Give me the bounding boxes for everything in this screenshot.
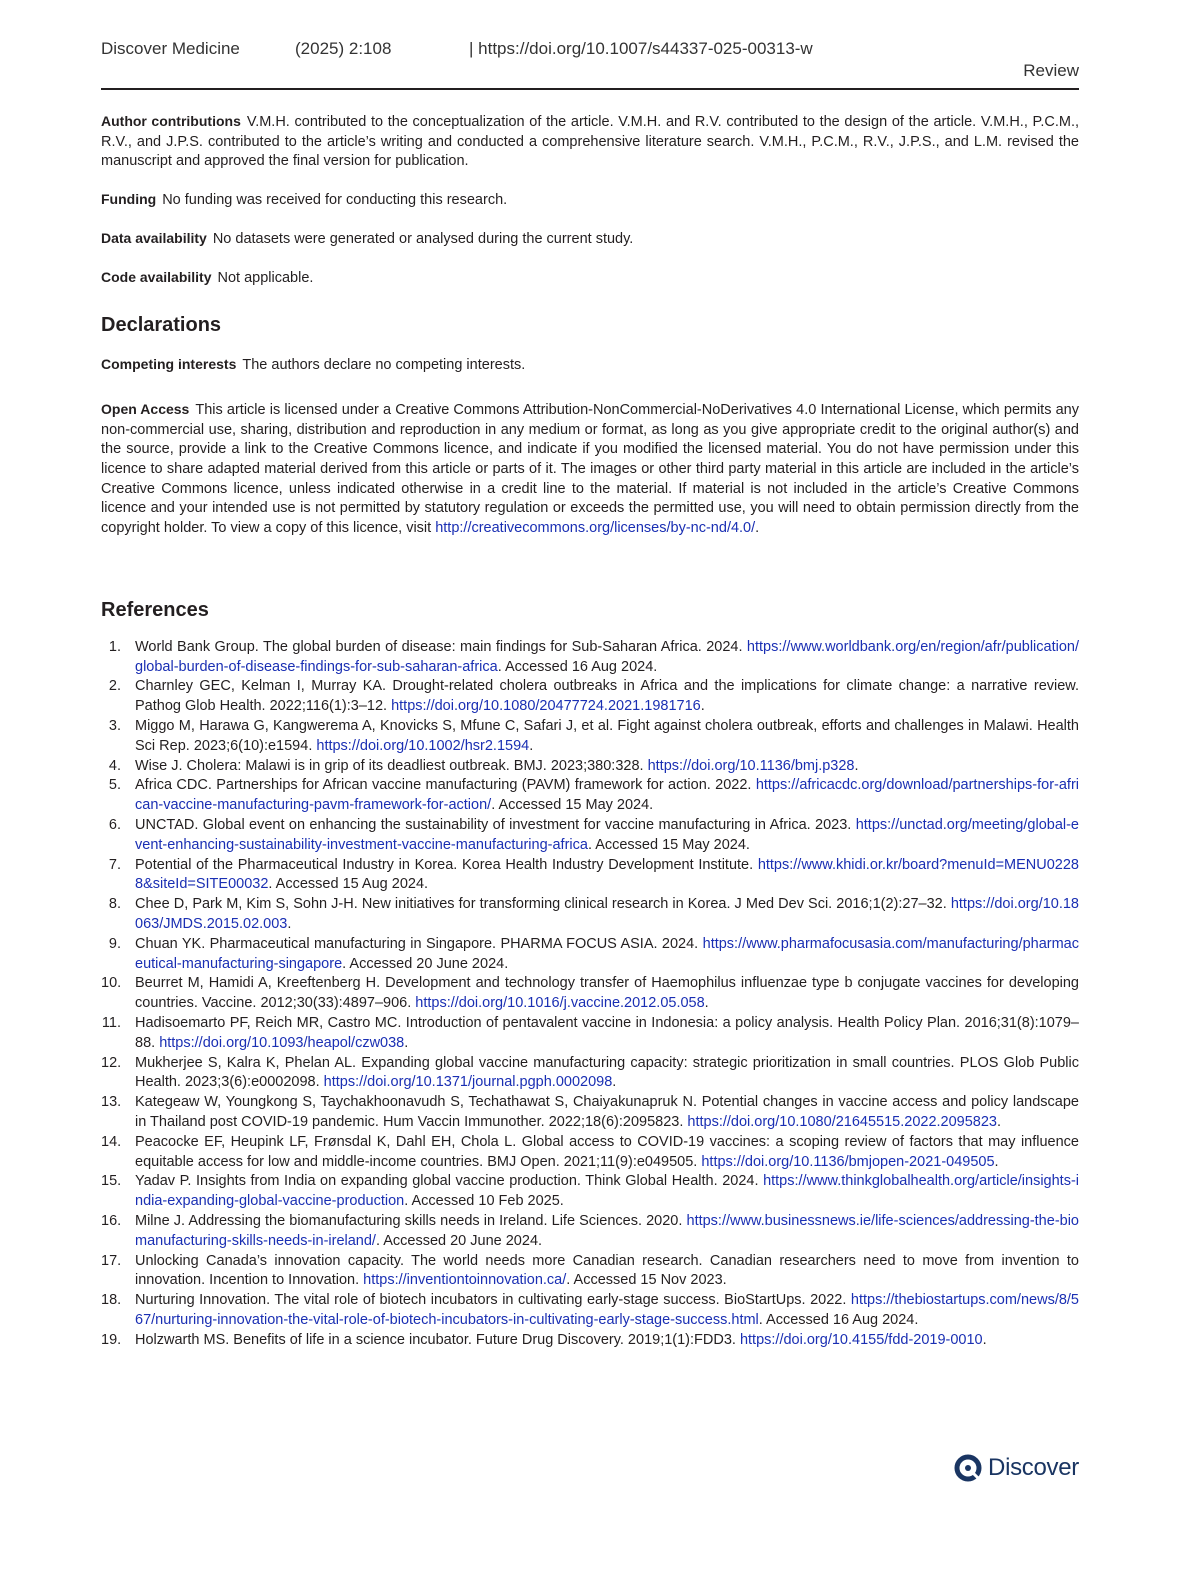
- reference-after: .: [700, 698, 705, 715]
- reference-text: Yadav P. Insights from India on expanding global vaccine production. Think Global Health. 2024.: [135, 1173, 764, 1190]
- reference-after: . Accessed 15 Aug 2024.: [268, 876, 429, 893]
- reference-number: 8.: [108, 896, 121, 913]
- reference-number: 1.: [108, 638, 121, 655]
- reference-number: 2.: [108, 678, 121, 695]
- reference-after: .: [287, 916, 292, 932]
- reference-text: UNCTAD. Global event on enhancing the sustainability of investment for vaccine manufacturing in Africa. 2023.: [135, 817, 856, 834]
- reference-item: [101, 717, 1079, 757]
- reference-link[interactable]: https://inventiontoinnovation.ca/: [363, 1272, 567, 1289]
- reference-text: Africa CDC. Partnerships for African vaccine manufacturing (PAVM) framework for action. 2022.: [135, 777, 756, 794]
- reference-list: [101, 638, 1079, 1351]
- reference-number: 7.: [108, 856, 121, 873]
- competing-interests-label: Competing interests: [101, 356, 237, 373]
- discover-logo-text: Discover: [988, 1454, 1079, 1481]
- reference-after: . Accessed 15 May 2024.: [491, 797, 654, 814]
- reference-item: [101, 757, 1079, 777]
- article-doi[interactable]: | https://doi.org/10.1007/s44337-025-00313-w: [469, 39, 813, 58]
- reference-number: 10.: [101, 975, 122, 992]
- reference-item: [101, 856, 1079, 896]
- reference-item: [101, 1054, 1079, 1094]
- license-link[interactable]: http://creativecommons.org/licenses/by-nc-nd/4.0/: [435, 520, 756, 537]
- code-availability-label: Code availability: [101, 268, 212, 285]
- funding-text: No funding was received for conducting this research.: [162, 192, 508, 209]
- author-contributions-text: V.M.H. contributed to the conceptualization of the article. V.M.H. and R.V. contributed to the design of the article. V.M.H., P.C.M., R.V., and J.P.S. contributed to the article’s writing and conducted a comprehensive literature search. V.M.H., P.C.M., R.V., J.P.S., and L.M. revised the manuscript and approved the final version for publication.: [101, 114, 1080, 170]
- discover-logo-icon: [954, 1454, 982, 1482]
- reference-number: 5.: [108, 777, 121, 794]
- reference-text: Hadisoemarto PF, Reich MR, Castro MC. Introduction of pentavalent vaccine in Indonesia: a policy analysis. Health Policy Plan. 2016;31(8):1079–88.: [135, 1014, 1079, 1051]
- reference-number: 18.: [101, 1292, 122, 1309]
- open-access-label: Open Access: [101, 400, 190, 417]
- reference-link[interactable]: https://doi.org/10.4155/fdd-2019-0010: [739, 1331, 983, 1348]
- reference-text: Unlocking Canada’s innovation capacity. The world needs more Canadian research. Canadian researchers need to move from invention to innovation. Incention to Innovation.: [135, 1252, 1079, 1289]
- reference-item: [101, 1133, 1079, 1173]
- reference-after: . Accessed 16 Aug 2024.: [497, 658, 658, 675]
- reference-after: . Accessed 15 Nov 2023.: [566, 1272, 727, 1289]
- reference-link[interactable]: https://thebiostartups.com/news/8/567/nurturing-innovation-the-vital-role-of-biotech-incubators-in-cultivating-early-stage-success.html: [135, 1292, 1079, 1328]
- reference-number: 19.: [101, 1331, 122, 1348]
- page-header: [101, 38, 1079, 90]
- funding-label: Funding: [101, 191, 157, 208]
- reference-number: 15.: [101, 1173, 122, 1190]
- reference-item: [101, 1172, 1079, 1212]
- reference-link[interactable]: https://doi.org/10.1016/j.vaccine.2012.05.058: [415, 995, 705, 1012]
- reference-link[interactable]: https://www.pharmafocusasia.com/manufacturing/pharmaceutical-manufacturing-singapore: [135, 935, 1079, 972]
- reference-link[interactable]: https://doi.org/10.1371/journal.pgph.0002098: [323, 1074, 613, 1091]
- reference-text: Mukherjee S, Kalra K, Phelan AL. Expanding global vaccine manufacturing capacity: strategic prioritization in small countries. PLOS Glob Public Health. 2023;3(6):e0002098.: [135, 1054, 1079, 1091]
- reference-item: [101, 638, 1079, 678]
- reference-item: [101, 776, 1079, 816]
- reference-after: .: [994, 1153, 999, 1170]
- reference-number: 6.: [108, 817, 121, 834]
- reference-after: . Accessed 15 May 2024.: [587, 836, 750, 853]
- reference-item: [101, 1014, 1079, 1054]
- reference-link[interactable]: https://doi.org/10.18063/JMDS.2015.02.003: [135, 896, 1079, 932]
- competing-interests-text: The authors declare no competing interests.: [242, 357, 526, 374]
- reference-after: .: [704, 995, 709, 1012]
- reference-item: [101, 1252, 1079, 1292]
- data-availability-text: No datasets were generated or analysed during the current study.: [212, 230, 634, 247]
- reference-number: 14.: [101, 1133, 122, 1150]
- reference-item: [101, 1331, 1079, 1351]
- reference-number: 3.: [108, 718, 121, 735]
- reference-link[interactable]: https://www.khidi.or.kr/board?menuId=MENU02288&siteId=SITE00032: [135, 856, 1079, 893]
- open-access-after: .: [755, 520, 760, 537]
- funding: [101, 190, 1079, 211]
- reference-link[interactable]: https://www.worldbank.org/en/region/afr/publication/global-burden-of-disease-findings-for-sub-saharan-africa: [135, 638, 1079, 675]
- reference-text: World Bank Group. The global burden of disease: main findings for Sub-Saharan Africa. 2024.: [135, 638, 747, 655]
- reference-text: Kategeaw W, Youngkong S, Taychakhoonavudh S, Techathawat S, Chaiyakunapruk N. Potential changes in vaccine access and policy landscape in Thailand post COVID-19 pandemic. Hum Vaccin Immunother. 2022;18(6):2095823.: [135, 1094, 1079, 1130]
- reference-link[interactable]: https://www.thinkglobalhealth.org/article/insights-india-expanding-global-vaccine-production: [135, 1173, 1079, 1210]
- reference-after: .: [982, 1331, 987, 1348]
- reference-after: .: [997, 1113, 1002, 1130]
- reference-number: 11.: [101, 1014, 121, 1031]
- data-availability-label: Data availability: [101, 229, 207, 246]
- journal-year-issue: (2025) 2:108: [295, 39, 392, 58]
- declarations-heading: Declarations: [101, 314, 222, 337]
- reference-after: .: [404, 1034, 409, 1051]
- open-access-text: This article is licensed under a Creative Commons Attribution-NonCommercial-NoDerivatives 4.0 International License, which permits any non-commercial use, sharing, distribution and reproduction in any medium or format, as long as you give appropriate credit to the original author(s) and the source, provide a link to the Creative Commons licence, and indicate if you modified the licensed material. You do not have permission under this licence to share adapted material derived from this article or parts of it. The images or other third party material in this article are included in the article’s Creative Commons licence, unless indicated otherwise in a credit line to the material. If material is not included in the article’s Creative Commons licence and your intended use is not permitted by statutory regulation or exceeds the permitted use, you will need to obtain permission directly from the copyright holder. To view a copy of this licence, visit: [101, 401, 1079, 537]
- competing-interests: [101, 355, 1079, 376]
- reference-after: . Accessed 10 Feb 2025.: [404, 1193, 564, 1210]
- reference-link[interactable]: https://doi.org/10.1002/hsr2.1594: [316, 737, 530, 754]
- reference-after: . Accessed 20 June 2024.: [342, 955, 509, 972]
- reference-link[interactable]: https://africacdc.org/download/partnerships-for-african-vaccine-manufacturing-pavm-framework-for-action/: [135, 777, 1079, 814]
- reference-item: [101, 816, 1079, 856]
- reference-after: . Accessed 20 June 2024.: [375, 1232, 543, 1249]
- reference-link[interactable]: https://doi.org/10.1080/21645515.2022.2095823: [687, 1113, 997, 1130]
- reference-link[interactable]: https://doi.org/10.1136/bmjopen-2021-049505: [701, 1153, 995, 1170]
- reference-text: Milne J. Addressing the biomanufacturing skills needs in Ireland. Life Sciences. 2020.: [135, 1212, 687, 1229]
- reference-after: .: [612, 1074, 617, 1091]
- page-content: [101, 112, 1079, 1351]
- article-type: Review: [1023, 61, 1079, 80]
- reference-link[interactable]: https://unctad.org/meeting/global-event-enhancing-sustainability-investment-vaccine-manufacturing-africa: [135, 817, 1079, 853]
- references-heading: References: [101, 598, 209, 621]
- reference-text: Chee D, Park M, Kim S, Sohn J-H. New initiatives for transforming clinical research in Korea. J Med Dev Sci. 2016;1(2):27–32.: [135, 896, 951, 913]
- reference-item: [101, 1212, 1079, 1252]
- author-contributions: [101, 112, 1079, 172]
- reference-text: Charnley GEC, Kelman I, Murray KA. Drought-related cholera outbreaks in Africa and the implications for climate change: a narrative review. Pathog Glob Health. 2022;116(1):3–12.: [135, 678, 1079, 715]
- open-access: [101, 400, 1079, 539]
- reference-text: Holzwarth MS. Benefits of life in a science incubator. Future Drug Discovery. 2019;1(1):FDD3.: [135, 1331, 740, 1348]
- reference-item: [101, 935, 1079, 975]
- reference-link[interactable]: https://doi.org/10.1093/heapol/czw038: [159, 1034, 405, 1051]
- reference-text: Wise J. Cholera: Malawi is in grip of its deadliest outbreak. BMJ. 2023;380:328.: [135, 757, 648, 774]
- reference-link[interactable]: https://doi.org/10.1136/bmj.p328: [647, 757, 855, 774]
- discover-logo: [954, 1454, 1079, 1482]
- reference-item: [101, 895, 1079, 935]
- reference-item: [101, 974, 1079, 1014]
- reference-text: Nurturing Innovation. The vital role of biotech incubators in cultivating early-stage success. BioStartUps. 2022.: [135, 1292, 851, 1309]
- reference-number: 9.: [108, 935, 121, 952]
- reference-text: Beurret M, Hamidi A, Kreeftenberg H. Development and technology transfer of Haemophilus influenzae type b conjugate vaccines for developing countries. Vaccine. 2012;30(33):4897–906.: [135, 975, 1079, 1012]
- reference-text: Potential of the Pharmaceutical Industry in Korea. Korea Health Industry Development Institute.: [135, 856, 758, 873]
- reference-number: 12.: [101, 1054, 122, 1071]
- reference-link[interactable]: https://www.businessnews.ie/life-sciences/addressing-the-biomanufacturing-skills-needs-in-ireland/: [135, 1212, 1079, 1249]
- reference-number: 16.: [101, 1212, 122, 1229]
- reference-link[interactable]: https://doi.org/10.1080/20477724.2021.1981716: [391, 698, 701, 715]
- journal-name: Discover Medicine: [101, 39, 240, 58]
- reference-after: . Accessed 16 Aug 2024.: [758, 1311, 919, 1328]
- reference-text: Miggo M, Harawa G, Kangwerema A, Knovicks S, Mfune C, Safari J, et al. Fight against cholera outbreak, efforts and challenges in Malawi. Health Sci Rep. 2023;6(10):e1594.: [135, 718, 1079, 754]
- reference-number: 4.: [108, 757, 121, 774]
- reference-item: [101, 1291, 1079, 1331]
- reference-number: 17.: [101, 1252, 122, 1269]
- reference-after: .: [529, 737, 534, 754]
- code-availability: [101, 268, 1079, 289]
- reference-text: Peacocke EF, Heupink LF, Frønsdal K, Dahl EH, Chola L. Global access to COVID-19 vaccines: a scoping review of factors that may influence equitable access for low and middle-income countries. BMJ Open. 2021;11(9):e049505.: [135, 1133, 1079, 1170]
- author-contributions-label: Author contributions: [101, 113, 241, 129]
- reference-item: [101, 1093, 1079, 1133]
- reference-text: Chuan YK. Pharmaceutical manufacturing in Singapore. PHARMA FOCUS ASIA. 2024.: [135, 935, 703, 952]
- reference-number: 13.: [101, 1094, 122, 1111]
- code-availability-text: Not applicable.: [217, 269, 314, 286]
- reference-item: [101, 677, 1079, 717]
- reference-after: .: [854, 757, 859, 774]
- data-availability: [101, 229, 1079, 250]
